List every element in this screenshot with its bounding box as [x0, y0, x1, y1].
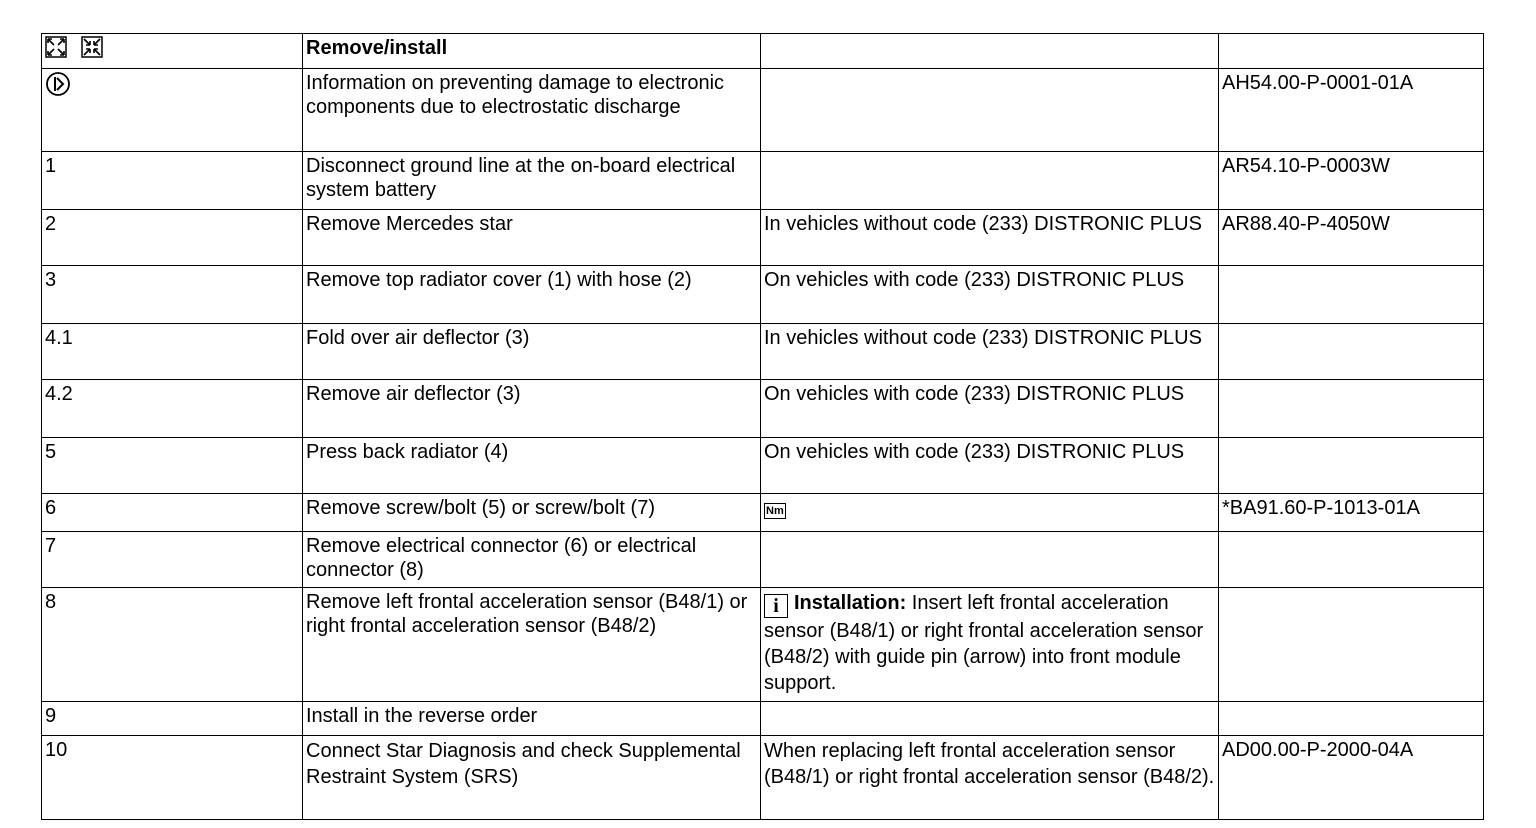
procedure-table: [41, 33, 1484, 820]
note-cell: On vehicles with code (233) DISTRONIC PLUS: [761, 438, 1219, 494]
table-row: [42, 532, 1484, 588]
note-cell: [761, 702, 1219, 736]
table-row: [42, 152, 1484, 210]
installation-text: Insert left frontal acceleration sensor (B48/1) or right frontal acceleration sensor (B48/2) with guide pin (arrow) into front module support.: [764, 592, 1204, 694]
action-cell: Disconnect ground line at the on-board electrical system battery: [303, 152, 761, 210]
action-cell: Remove Mercedes star: [303, 210, 761, 266]
ref-cell: [1219, 380, 1484, 438]
step-cell: 1: [42, 152, 303, 210]
table-row: [42, 702, 1484, 736]
table-row: [42, 266, 1484, 324]
step-cell: 9: [42, 702, 303, 736]
step-cell: 4.2: [42, 380, 303, 438]
note-cell: In vehicles without code (233) DISTRONIC PLUS: [761, 210, 1219, 266]
header-icons-cell: [42, 34, 303, 69]
action-cell: Remove left frontal acceleration sensor (B48/1) or right frontal acceleration sensor (B48/2): [303, 588, 761, 702]
table-row: [42, 324, 1484, 380]
table-row: [42, 736, 1484, 820]
note-cell: On vehicles with code (233) DISTRONIC PLUS: [761, 380, 1219, 438]
table-row: [42, 69, 1484, 152]
header-col4: [1219, 34, 1484, 69]
step-cell: 2: [42, 210, 303, 266]
table-row: [42, 438, 1484, 494]
installation-label: Installation:: [794, 592, 907, 614]
action-cell: Remove top radiator cover (1) with hose (2): [303, 266, 761, 324]
step-cell: 4.1: [42, 324, 303, 380]
header-row: [42, 34, 1484, 69]
ref-cell: [1219, 588, 1484, 702]
ref-cell: [1219, 266, 1484, 324]
action-cell: Remove air deflector (3): [303, 380, 761, 438]
action-cell: Press back radiator (4): [303, 438, 761, 494]
step-cell: 8: [42, 588, 303, 702]
note-cell: When replacing left frontal acceleration sensor (B48/1) or right frontal acceleration sensor (B48/2).: [761, 736, 1219, 820]
step-cell: 6: [42, 494, 303, 532]
note-cell: [761, 152, 1219, 210]
note-cell: [761, 494, 1219, 532]
table-row: [42, 494, 1484, 532]
note-cell: [761, 532, 1219, 588]
ref-cell: [1219, 702, 1484, 736]
step-cell: 10: [42, 736, 303, 820]
table-row: [42, 380, 1484, 438]
action-cell: Install in the reverse order: [303, 702, 761, 736]
torque-nm-icon[interactable]: Nm: [766, 505, 784, 517]
expand-icon[interactable]: [45, 36, 67, 64]
action-cell: Fold over air deflector (3): [303, 324, 761, 380]
ref-cell[interactable]: *BA91.60-P-1013-01A: [1219, 494, 1484, 532]
action-cell: Remove electrical connector (6) or electrical connector (8): [303, 532, 761, 588]
header-col3: [761, 34, 1219, 69]
info-icon: i: [764, 594, 788, 618]
action-cell: Connect Star Diagnosis and check Supplemental Restraint System (SRS): [303, 736, 761, 820]
collapse-icon[interactable]: [81, 36, 103, 64]
action-cell: Information on preventing damage to electronic components due to electrostatic discharge: [303, 69, 761, 152]
header-title: Remove/install: [303, 34, 761, 69]
step-cell: 5: [42, 438, 303, 494]
note-cell: On vehicles with code (233) DISTRONIC PLUS: [761, 266, 1219, 324]
table-row: [42, 588, 1484, 702]
step-cell: [42, 69, 303, 152]
ref-cell[interactable]: AR88.40-P-4050W: [1219, 210, 1484, 266]
table-row: [42, 210, 1484, 266]
ref-cell[interactable]: AR54.10-P-0003W: [1219, 152, 1484, 210]
note-cell: [761, 69, 1219, 152]
ref-cell[interactable]: AD00.00-P-2000-04A: [1219, 736, 1484, 820]
note-cell: In vehicles without code (233) DISTRONIC PLUS: [761, 324, 1219, 380]
step-cell: 7: [42, 532, 303, 588]
ref-cell[interactable]: AH54.00-P-0001-01A: [1219, 69, 1484, 152]
ref-cell: [1219, 324, 1484, 380]
ref-cell: [1219, 438, 1484, 494]
esd-warning-icon: [45, 71, 71, 103]
ref-cell: [1219, 532, 1484, 588]
step-cell: 3: [42, 266, 303, 324]
action-cell: Remove screw/bolt (5) or screw/bolt (7): [303, 494, 761, 532]
note-cell: [761, 588, 1219, 702]
